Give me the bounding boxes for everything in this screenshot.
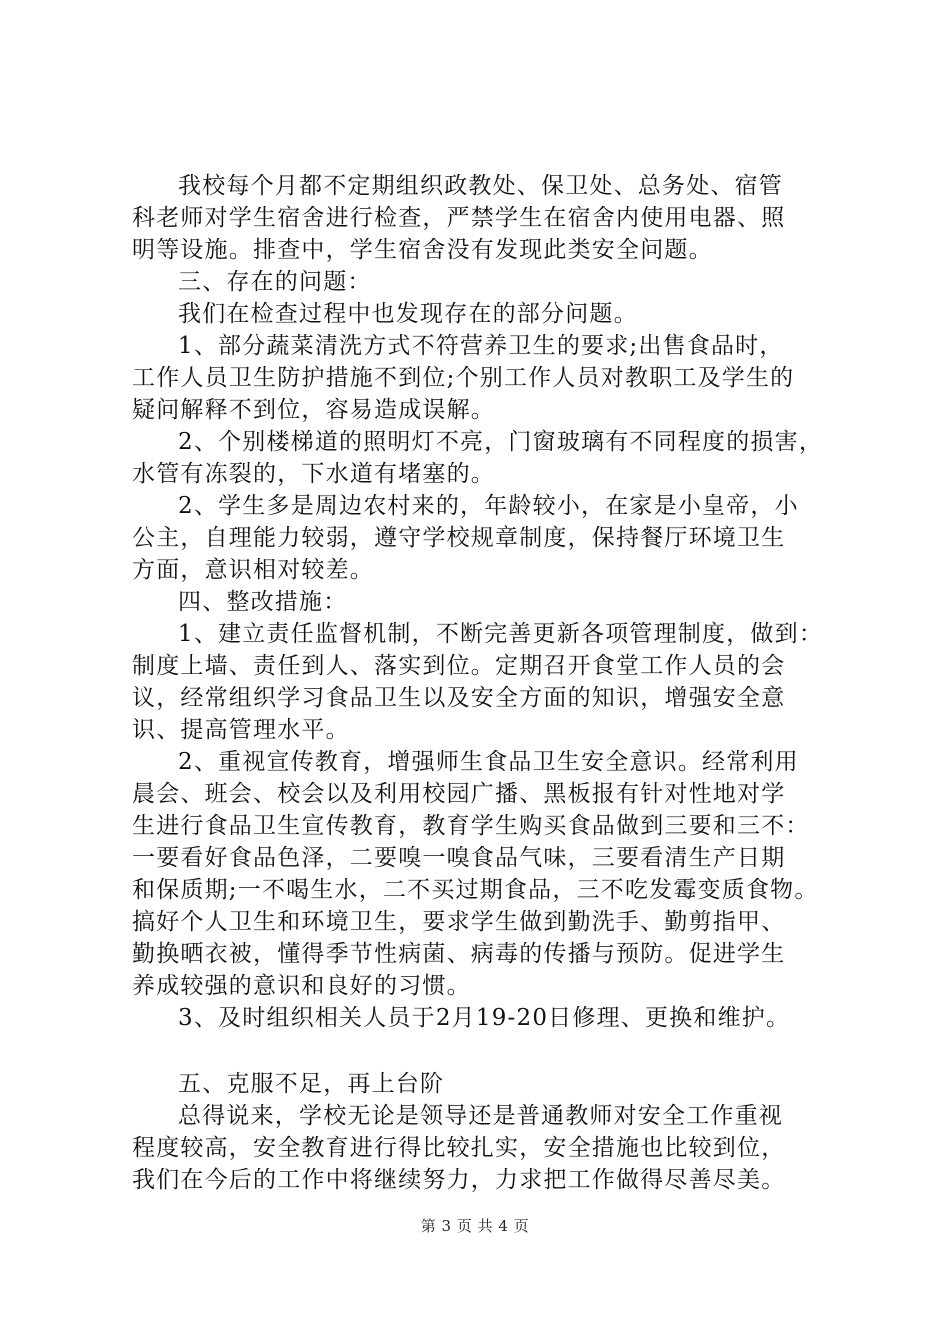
paragraph-line: 2、个别楼梯道的照明灯不亮，门窗玻璃有不同程度的损害， xyxy=(178,429,824,455)
section-heading-3: 三、存在的问题： xyxy=(178,269,372,295)
paragraph-line: 识、提高管理水平。 xyxy=(132,717,350,743)
paragraph-line: 公主，自理能力较弱，遵守学校规章制度，保持餐厅环境卫生 xyxy=(132,525,786,551)
paragraph-line: 议，经常组织学习食品卫生以及安全方面的知识，增强安全意 xyxy=(132,685,786,711)
paragraph-line: 总得说来，学校无论是领导还是普通教师对安全工作重视 xyxy=(178,1103,783,1129)
section-heading-4: 四、整改措施： xyxy=(178,589,348,615)
paragraph-line: 和保质期;一不喝生水，二不买过期食品，三不吃发霉变质食物。 xyxy=(132,877,819,903)
paragraph-line: 勤换晒衣被，懂得季节性病菌、病毒的传播与预防。促进学生 xyxy=(132,941,786,967)
paragraph-line: 程度较高，安全教育进行得比较扎实，安全措施也比较到位， xyxy=(132,1135,786,1161)
document-body xyxy=(132,170,832,1196)
page-number-footer: 第 3 页 共 4 页 xyxy=(420,1217,530,1235)
paragraph-line: 方面，意识相对较差。 xyxy=(132,557,374,583)
paragraph-line: 水管有冻裂的，下水道有堵塞的。 xyxy=(132,461,495,487)
paragraph-line: 养成较强的意识和良好的习惯。 xyxy=(132,973,471,999)
paragraph-line: 制度上墙、责任到人、落实到位。定期召开食堂工作人员的会 xyxy=(132,653,786,679)
paragraph-line: 我校每个月都不定期组织政教处、保卫处、总务处、宿管 xyxy=(178,173,783,199)
paragraph-line: 明等设施。排查中，学生宿舍没有发现此类安全问题。 xyxy=(132,237,713,263)
paragraph-line: 疑问解释不到位，容易造成误解。 xyxy=(132,397,495,423)
paragraph-line: 我们在今后的工作中将继续努力，力求把工作做得尽善尽美。 xyxy=(132,1167,786,1193)
paragraph-line: 生进行食品卫生宣传教育，教育学生购买食品做到三要和三不： xyxy=(132,813,810,839)
paragraph-line: 工作人员卫生防护措施不到位;个别工作人员对教职工及学生的 xyxy=(132,365,795,391)
paragraph-line: 搞好个人卫生和环境卫生，要求学生做到勤洗手、勤剪指甲、 xyxy=(132,909,786,935)
paragraph-line: 晨会、班会、校会以及利用校园广播、黑板报有针对性地对学 xyxy=(132,781,786,807)
section-heading-5: 五、克服不足，再上台阶 xyxy=(178,1071,445,1097)
paragraph-line: 科老师对学生宿舍进行检查，严禁学生在宿舍内使用电器、照 xyxy=(132,205,786,231)
paragraph-line: 2、学生多是周边农村来的，年龄较小，在家是小皇帝，小 xyxy=(178,493,799,519)
paragraph-line: 一要看好食品色泽，二要嗅一嗅食品气味，三要看清生产日期 xyxy=(132,845,786,871)
paragraph-line: 我们在检查过程中也发现存在的部分问题。 xyxy=(178,301,638,327)
paragraph-line: 3、及时组织相关人员于2月19-20日修理、更换和维护。 xyxy=(178,1005,791,1031)
paragraph-line: 1、部分蔬菜清洗方式不符营养卫生的要求;出售食品时， xyxy=(178,333,784,359)
paragraph-line: 1、建立责任监督机制，不断完善更新各项管理制度，做到： xyxy=(178,621,824,647)
blank-line xyxy=(132,1034,832,1068)
paragraph-line: 2、重视宣传教育，增强师生食品卫生安全意识。经常利用 xyxy=(178,749,799,775)
